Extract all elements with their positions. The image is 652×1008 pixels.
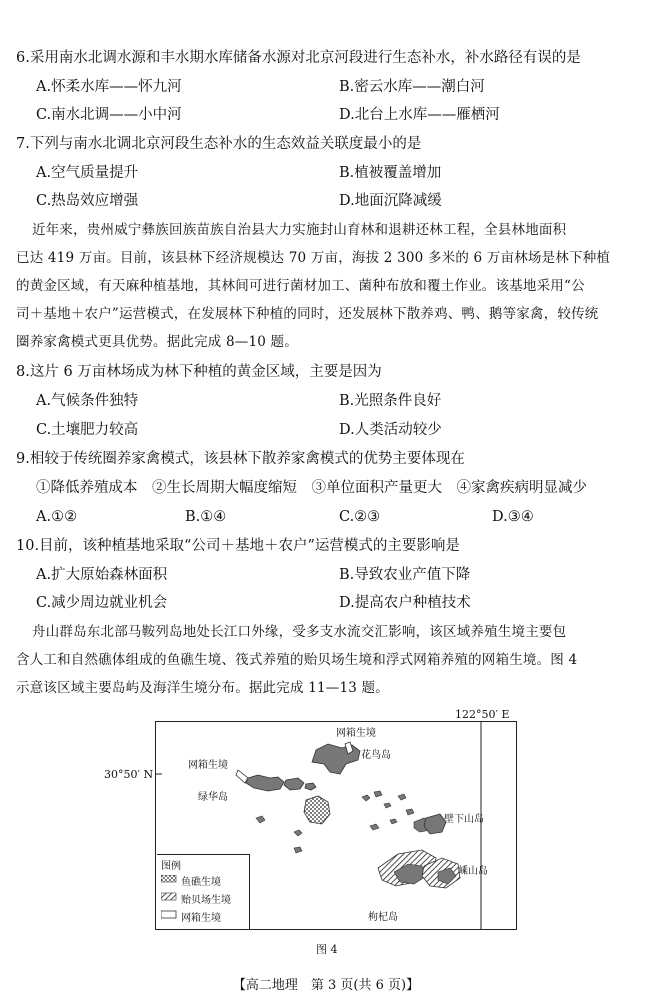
q7-option-a: A.空气质量提升 [36, 165, 139, 181]
q10-stem: 10.目前，该种植基地采取“公司＋基地＋农户”运营模式的主要影响是 [16, 538, 460, 554]
huaniao-island [312, 744, 360, 774]
legend-reef-swatch [161, 875, 176, 882]
cage-habitat-label-top: 网箱生境 [336, 728, 376, 739]
reef-habitat-patch [304, 796, 330, 824]
legend-swatches [161, 875, 177, 925]
shengshan-label: 嵊山岛 [458, 866, 488, 877]
q6-option-b: B.密云水库——潮白河 [339, 79, 485, 95]
legend-cage-label: 网箱生境 [181, 913, 221, 924]
q6-option-c: C.南水北调——小中河 [36, 107, 182, 123]
q6-option-a: A.怀柔水库——怀九河 [36, 79, 182, 95]
q9-option-c: C.②③ [339, 509, 381, 525]
passage1-line3: 的黄金区域，有天麻种植基地，其林间可进行菌材加工、菌种布放和覆土作业。该基地采用“公 [16, 278, 585, 294]
q10-option-c: C.减少周边就业机会 [36, 595, 168, 611]
q6-option-d: D.北台上水库——雁栖河 [339, 107, 500, 123]
bixiashan-label: 壁下山岛 [444, 814, 484, 825]
q10-option-b: B.导致农业产值下降 [339, 567, 471, 583]
q8-option-b: B.光照条件良好 [339, 393, 442, 409]
page-footer: 【高二地理 第 3 页(共 6 页)】 [232, 978, 420, 993]
q6-stem: 6.采用南水北调水源和丰水期水库储备水源对北京河段进行生态补水，补水路径有误的是 [16, 50, 581, 66]
legend-mussel-swatch [161, 893, 176, 900]
gouqi-label: 枸杞岛 [368, 912, 398, 923]
huaniao-label: 花鸟岛 [361, 750, 391, 761]
passage1-line4: 司＋基地＋农户”运营模式，在发展林下种植的同时，还发展林下散养鸡、鸭、鹅等家禽，较传统 [16, 306, 599, 322]
q9-stem: 9.相较于传统圈养家禽模式，该县林下散养家禽模式的优势主要体现在 [16, 451, 465, 467]
q8-option-c: C.土壤肥力较高 [36, 422, 139, 438]
passage1-line5: 圈养家禽模式更具优势。据此完成 8—10 题。 [16, 334, 298, 350]
latitude-label: 30°50′ N [104, 768, 154, 781]
longitude-label: 122°50′ E [455, 708, 510, 721]
q9-option-a: A.①② [36, 509, 78, 525]
cage-habitat-label-left: 网箱生境 [188, 760, 228, 771]
passage1-line1: 近年来，贵州威宁彝族回族苗族自治县大力实施封山育林和退耕还林工程，全县林地面积 [32, 222, 567, 238]
legend-title: 图例 [161, 861, 181, 872]
q8-option-d: D.人类活动较少 [339, 422, 442, 438]
cage-marker-left [236, 770, 248, 783]
bixiashan-island [424, 814, 446, 834]
legend-cage-swatch [161, 911, 176, 918]
figure-caption: 图 4 [316, 943, 338, 956]
passage2-line3: 示意该区域主要岛屿及海洋生境分布。据此完成 11—13 题。 [16, 680, 389, 696]
map-frame [155, 721, 517, 930]
q9-statements: ①降低养殖成本 ②生长周期大幅度缩短 ③单位面积产量更大 ④家禽疾病明显减少 [36, 480, 587, 496]
q10-option-d: D.提高农户种植技术 [339, 595, 471, 611]
q9-option-d: D.③④ [492, 509, 534, 525]
passage2-line2: 含人工和自然礁体组成的鱼礁生境、筏式养殖的贻贝场生境和浮式网箱养殖的网箱生境。图 4 [16, 652, 578, 668]
q9-option-b: B.①④ [185, 509, 227, 525]
lvhua-label: 绿华岛 [198, 792, 228, 803]
passage2-line1: 舟山群岛东北部马鞍列岛地处长江口外缘，受多支水流交汇影响，该区域养殖生境主要包 [32, 624, 567, 640]
legend-reef-label: 鱼礁生境 [181, 877, 221, 888]
q10-option-a: A.扩大原始森林面积 [36, 567, 168, 583]
q7-option-c: C.热岛效应增强 [36, 193, 139, 209]
lvhua-island [246, 775, 284, 791]
q8-stem: 8.这片 6 万亩林场成为林下种植的黄金区域，主要是因为 [16, 364, 382, 380]
q7-stem: 7.下列与南水北调北京河段生态补水的生态效益关联度最小的是 [16, 136, 422, 152]
legend-mussel-label: 贻贝场生境 [181, 895, 231, 906]
q8-option-a: A.气候条件独特 [36, 393, 139, 409]
passage1-line2: 已达 419 万亩。目前，该县林下经济规模达 70 万亩，海拔 2 300 多米的 6 万亩林场是林下种植 [16, 250, 611, 266]
q7-option-b: B.植被覆盖增加 [339, 165, 442, 181]
map-legend [157, 854, 250, 929]
q7-option-d: D.地面沉降减缓 [339, 193, 442, 209]
